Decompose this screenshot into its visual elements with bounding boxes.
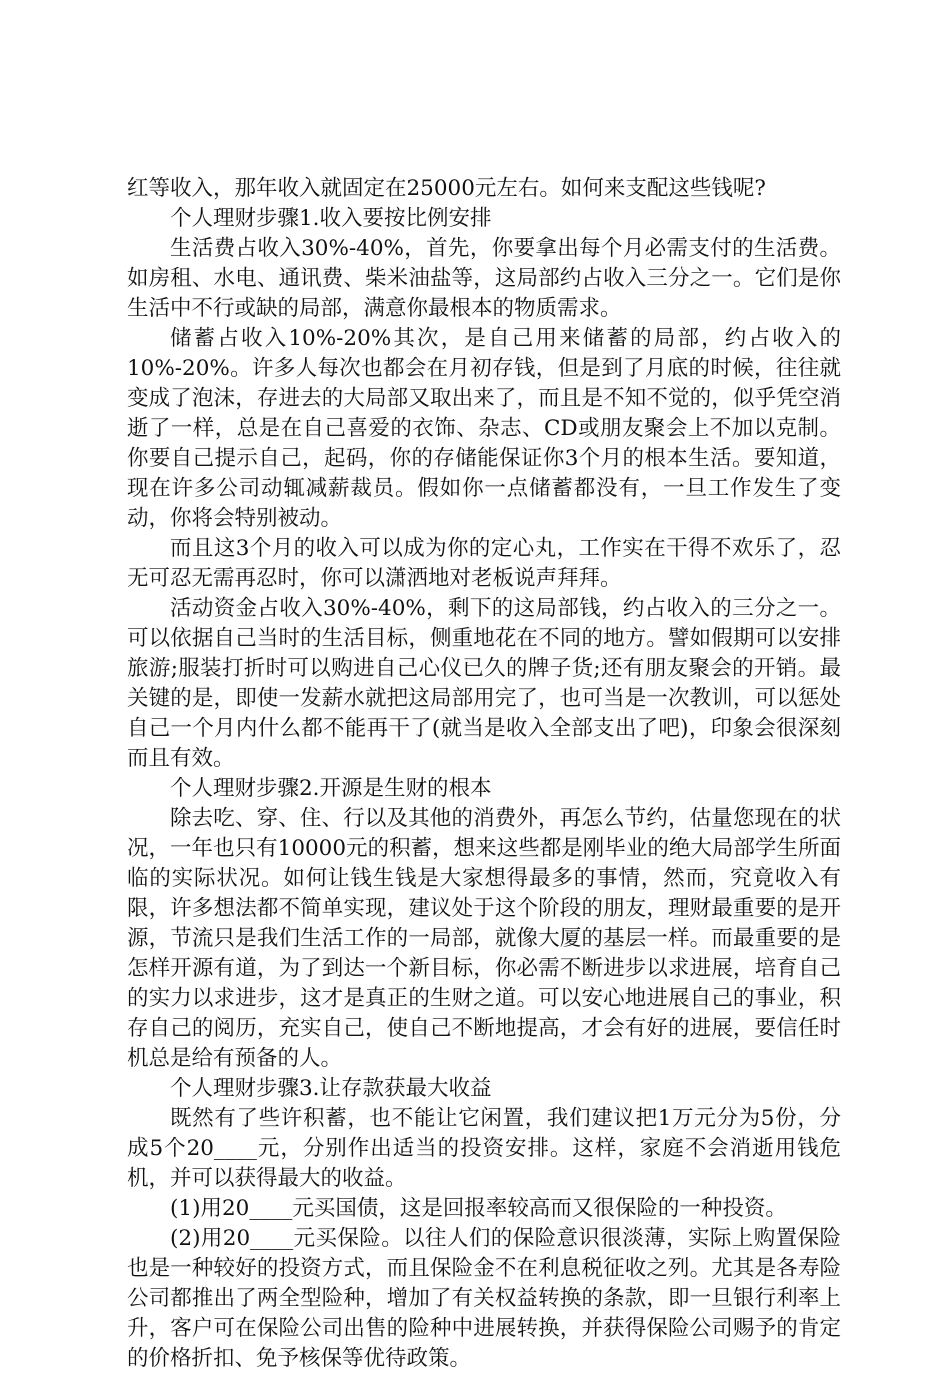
- section-heading-2: 个人理财步骤2.开源是生财的根本: [170, 776, 492, 801]
- paragraph-savings: 储蓄占收入10%-20%其次，是自己用来储蓄的局部，约占收入的10%-20%。许多人每次也都会在月初存钱，但是到了月底的时候，往往就变成了泡沫，存进去的大局部又取出来了，而且是不知不觉的，似乎凭空消逝了一样，总是在自己喜爱的衣饰、杂志、CD或朋友聚会上不加以克制。你要自己提示自己，起码，你的存储能保证你3个月的根本生活。要知道，现在许多公司动辄减薪裁员。假如你一点储蓄都没有，一旦工作发生了变动，你将会特别被动。: [127, 326, 841, 531]
- paragraph-active-funds: 活动资金占收入30%-40%，剩下的这局部钱，约占收入的三分之一。可以依据自己当时的生活目标，侧重地花在不同的地方。譬如假期可以安排旅游;服装打折时可以购进自己心仪已久的牌子货;还有朋友聚会的开销。最关键的是，即使一发薪水就把这局部用完了，也可当是一次教训，可以惩处自己一个月内什么都不能再干了(就当是收入全部支出了吧)，印象会很深刻而且有效。: [127, 596, 841, 771]
- paragraph-open-source: 除去吃、穿、住、行以及其他的消费外，再怎么节约，估量您现在的状况，一年也只有10000元的积蓄，想来这些都是刚毕业的绝大局部学生所面临的实际状况。如何让钱生钱是大家想得最多的事情，然而，究竟收入有限，许多想法都不简单实现，建议处于这个阶段的朋友，理财最重要的是开源，节流只是我们生活工作的一局部，就像大厦的基层一样。而最重要的是怎样开源有道，为了到达一个新目标，你必需不断进步以求进展，培育自己的实力以求进步，这才是真正的生财之道。可以安心地进展自己的事业，积存自己的阅历，充实自己，使自己不断地提高，才会有好的进展，要信任时机总是给有预备的人。: [127, 806, 841, 1071]
- paragraph-three-months: 而且这3个月的收入可以成为你的定心丸，工作实在干得不欢乐了，忍无可忍无需再忍时，你可以潇洒地对老板说声拜拜。: [127, 536, 841, 591]
- paragraph-living-expenses: 生活费占收入30%-40%，首先，你要拿出每个月必需支付的生活费。如房租、水电、通讯费、柴米油盐等，这局部约占收入三分之一。它们是你生活中不行或缺的局部，满意你最根本的物质需求。: [127, 236, 841, 321]
- document-body: [127, 174, 841, 1374]
- section-heading-3: 个人理财步骤3.让存款获最大收益: [170, 1076, 492, 1101]
- paragraph-savings-allocation: 既然有了些许积蓄，也不能让它闲置，我们建议把1万元分为5份，分成5个20____元，分别作出适当的投资安排。这样，家庭不会消逝用钱危机，并可以获得最大的收益。: [127, 1106, 841, 1191]
- list-item-bonds: (1)用20____元买国债，这是回报率较高而又很保险的一种投资。: [170, 1196, 787, 1221]
- paragraph-1: 红等收入，那年收入就固定在25000元左右。如何来支配这些钱呢?: [127, 176, 766, 201]
- section-heading-1: 个人理财步骤1.收入要按比例安排: [170, 206, 492, 231]
- list-item-insurance: (2)用20____元买保险。以往人们的保险意识很淡薄，实际上购置保险也是一种较好的投资方式，而且保险金不在利息税征收之列。尤其是各寿险公司都推出了两全型险种，增加了有关权益转换的条款，即一旦银行利率上升，客户可在保险公司出售的险种中进展转换，并获得保险公司赐予的肯定的价格折扣、免予核保等优待政策。: [127, 1226, 841, 1371]
